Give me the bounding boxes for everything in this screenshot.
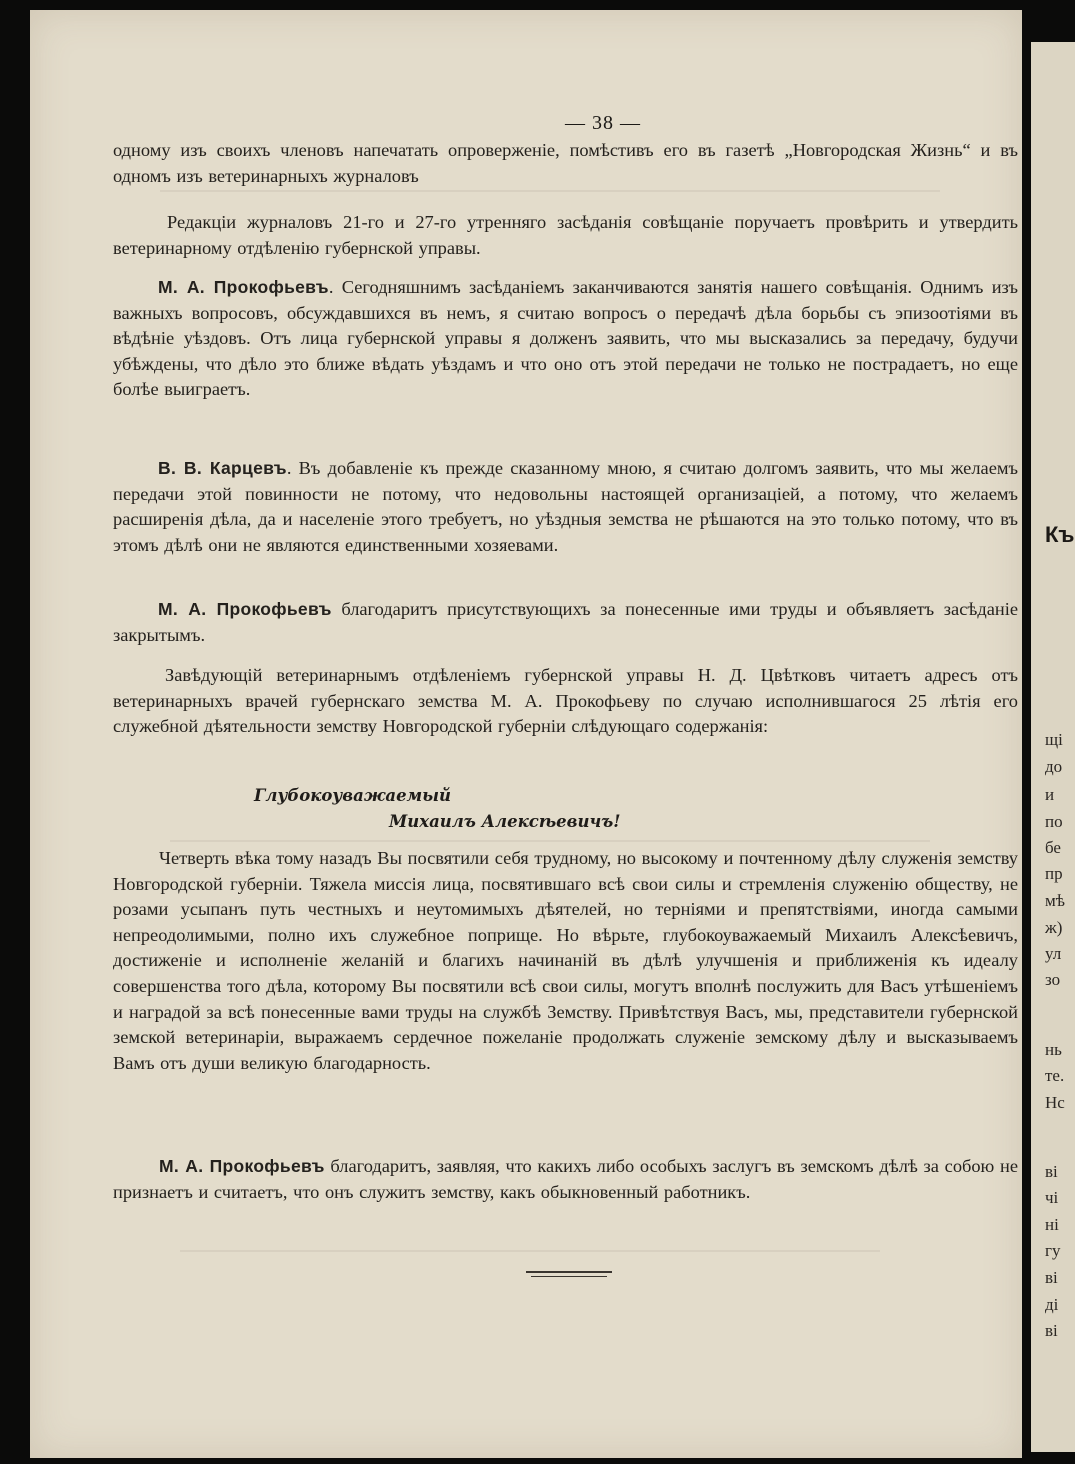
paragraph-4-text: . Въ добавленіе къ прежде сказанному мною, я считаю долгомъ заявить, что мы желаемъ передачи этой повинности не потому, что недовольны настоящей организаціей, а потому, что желаемъ расширенія дѣла, да и населеніе этого требуетъ, но уѣздныя земства не рѣшаются на это только потому, что въ этомъ дѣлѣ они не являются единственными хозяевами. — [113, 458, 1018, 555]
facing-page-line-fragment: нь — [1045, 1040, 1062, 1059]
facing-page-line-fragment: ві — [1045, 1162, 1058, 1181]
facing-page-line-fragment: ул — [1045, 944, 1062, 963]
facing-page-line-fragment: до — [1045, 757, 1063, 776]
paragraph-5-text: благодаритъ присутствующихъ за понесенные ими труды и объявляетъ засѣданіе закрытымъ. — [113, 599, 1018, 645]
facing-page-line-fragment: ні — [1045, 1215, 1059, 1234]
facing-page-line-fragment: Нс — [1045, 1093, 1065, 1112]
paragraph-5 — [113, 597, 1018, 648]
facing-page-heading-fragment: Къ — [1045, 522, 1075, 547]
facing-page-line-fragment: бе — [1045, 838, 1061, 857]
page-number: — 38 — — [565, 112, 641, 134]
speaker-name: М. А. Прокофьевъ — [158, 277, 329, 297]
facing-page-line-fragment: зо — [1045, 970, 1061, 989]
facing-page-line-fragment: те. — [1045, 1066, 1065, 1085]
facing-page-line-fragment: по — [1045, 812, 1063, 831]
facing-page-line-fragment: гу — [1045, 1241, 1061, 1260]
facing-page-line-fragment: чі — [1045, 1188, 1059, 1207]
facing-page-line-fragment: ж) — [1045, 918, 1063, 937]
facing-page-line-fragment: щі — [1045, 730, 1063, 749]
facing-page-line-fragment: ві — [1045, 1321, 1058, 1340]
facing-page-edge — [1031, 42, 1075, 1452]
closing-rule — [526, 1271, 612, 1273]
paragraph-8 — [113, 1154, 1018, 1205]
facing-page-line-fragment: ві — [1045, 1268, 1058, 1287]
speaker-name: М. А. Прокофьевъ — [159, 1156, 325, 1176]
paragraph-3-text: . Сегодняшнимъ засѣданіемъ заканчиваются занятія нашего совѣщанія. Однимъ изъ важныхъ вопросовъ, обсуждавшихся въ немъ, я считаю вопросъ о передачѣ дѣла борьбы съ эпизоотіями въ вѣдѣніе уѣздовъ. Отъ лица губернской управы я долженъ заявить, что мы высказались за передачу, будучи убѣждены, что дѣло это ближе вѣдать уѣздамъ и что оно отъ этой передачи не только не пострадаетъ, но еще болѣе выиграетъ. — [113, 277, 1018, 400]
speaker-name: М. А. Прокофьевъ — [158, 599, 332, 619]
facing-page-line-fragment: ді — [1045, 1295, 1059, 1314]
facing-page-line-fragment: и — [1045, 785, 1055, 804]
paragraph-4 — [113, 456, 1018, 558]
facing-page-line-fragment: пр — [1045, 864, 1063, 883]
paragraph-7: Четверть вѣка тому назадъ Вы посвятили себя трудному, но высокому и почтенному дѣлу служенія земству Новгородской губерніи. Тяжела миссія лица, посвятившаго всѣ свои силы и стремленія служенію обществу, не розами усыпанъ путь честныхъ и неутомимыхъ дѣятелей, но терніями и препятствіями, иногда самыми непреодолимыми, полно ихъ служебное поприще. Но вѣрьте, глубокоуважаемый Михаилъ Алексѣевичъ, достиженіе и исполненіе желаній и благихъ начинаній въ дѣлѣ улучшенія и приближенія къ идеалу совершенства того дѣла, которому Вы посвятили всѣ свои силы, могутъ вполнѣ послужить для Васъ утѣшеніемъ и наградой за всѣ понесенные вами труды на службѣ Земству. Привѣтствуя Васъ, мы, представители губернской земской ветеринаріи, выражаемъ сердечное пожеланіе продолжать служеніе земскому дѣлу и высказываемъ Вамъ отъ души великую благодарность. — [113, 848, 1018, 1073]
facing-page-line-fragment: мѣ — [1045, 891, 1065, 910]
paragraph-8-text: благодаритъ, заявляя, что какихъ либо особыхъ заслугъ въ земскомъ дѣлѣ за собою не признаетъ и считаетъ, что онъ служитъ земству, какъ обыкновенный работникъ. — [113, 1156, 1018, 1202]
paragraph-1: одному изъ своихъ членовъ напечатать опроверженіе, помѣстивъ его въ газетѣ „Новгородская Жизнь“ и въ одномъ изъ ветеринарныхъ журналовъ — [113, 140, 1018, 186]
greeting-line-2: Михаилъ Алексѣевичъ! — [389, 812, 621, 831]
greeting-line-1: Глубокоуважаемый — [254, 786, 452, 805]
speaker-name: В. В. Карцевъ — [158, 458, 287, 478]
paragraph-6: Завѣдующій ветеринарнымъ отдѣленіемъ губернской управы Н. Д. Цвѣтковъ читаетъ адресъ отъ ветеринарныхъ врачей губернскаго земства М. А. Прокофьеву по случаю исполнившагося 25 лѣтія его служебной дѣятельности земству Новгородской губерніи слѣдующаго содержанія: — [113, 665, 1018, 737]
paragraph-2: Редакціи журналовъ 21-го и 27-го утренняго засѣданія совѣщаніе поручаетъ провѣрить и утвердить ветеринарному отдѣленію губернской управы. — [113, 212, 1018, 258]
closing-rule-thin — [531, 1276, 607, 1277]
paragraph-3 — [113, 275, 1018, 403]
